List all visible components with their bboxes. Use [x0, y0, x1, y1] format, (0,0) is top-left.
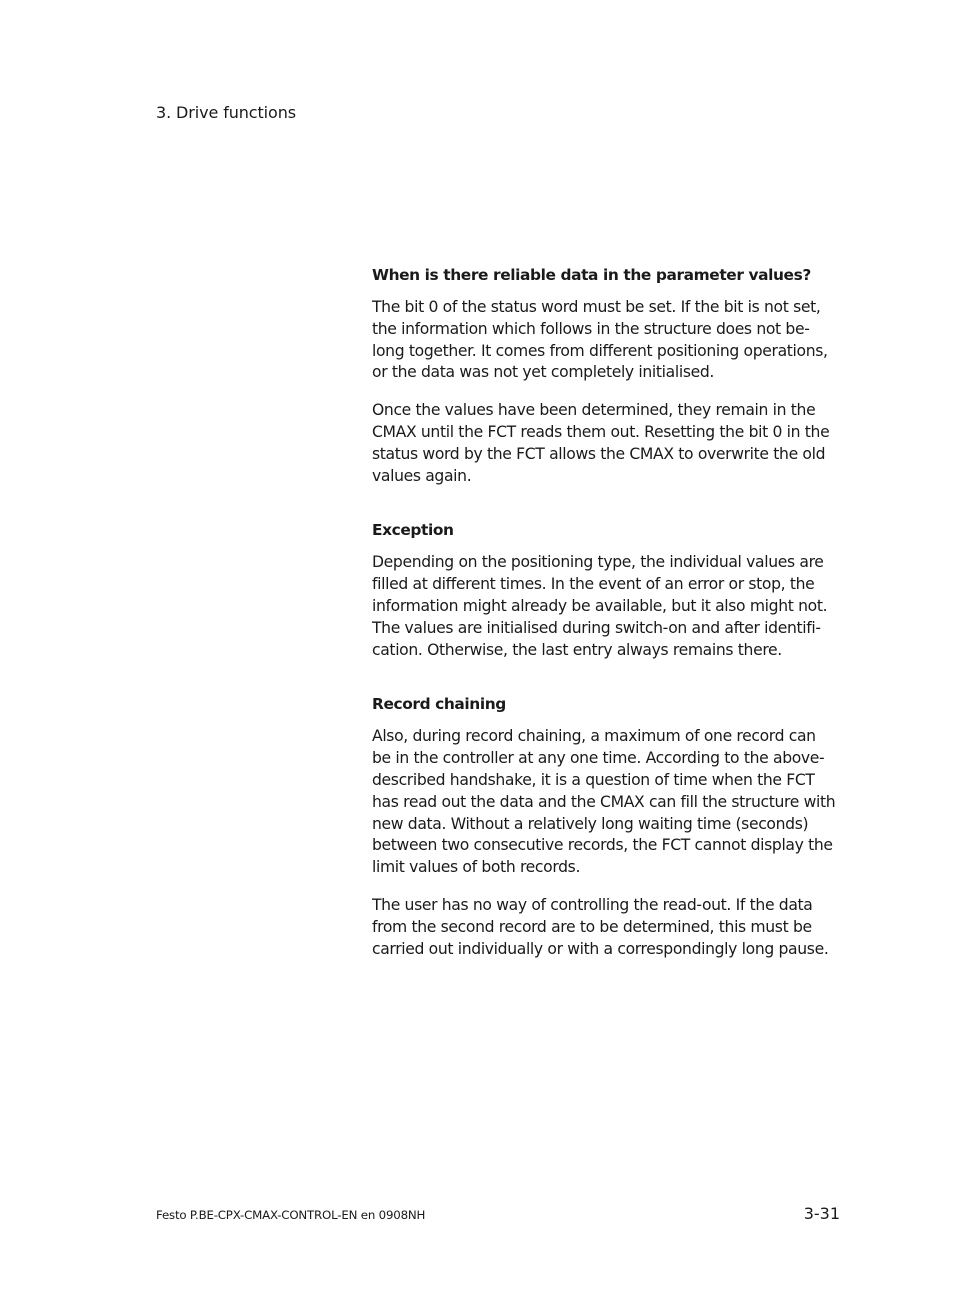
text-line: status word by the FCT allows the CMAX to overwrite the old [372, 444, 826, 463]
text-line: information might already be available, but it also might not. [372, 596, 828, 615]
text-line: Once the values have been determined, they remain in the [372, 401, 816, 420]
text-line: new data. Without a relatively long waiting time (seconds) [372, 814, 809, 833]
text-line: values again. [372, 466, 472, 485]
text-line: The user has no way of controlling the read-out. If the data [372, 895, 813, 914]
text-line: described handshake, it is a question of time when the FCT [372, 770, 815, 789]
text-line: carried out individually or with a correspondingly long pause. [372, 939, 829, 958]
section-heading: Record chaining [372, 695, 506, 714]
text-line: cation. Otherwise, the last entry always remains there. [372, 640, 782, 659]
text-line: Depending on the positioning type, the individual values are [372, 553, 824, 572]
chapter-header: 3. Drive functions [156, 103, 296, 122]
section-record-chaining [372, 694, 844, 960]
paragraph [372, 726, 844, 879]
text-line: The bit 0 of the status word must be set. If the bit is not set, [372, 298, 821, 316]
section-exception [372, 520, 844, 661]
text-line: has read out the data and the CMAX can fill the structure with [372, 792, 836, 811]
paragraph [372, 400, 844, 487]
main-content [372, 265, 844, 960]
text-line: the information which follows in the structure does not be- [372, 319, 810, 338]
section-reliable-data [372, 265, 844, 487]
text-line: long together. It comes from different positioning operations, [372, 341, 828, 360]
paragraph [372, 552, 844, 661]
section-heading: Exception [372, 521, 454, 540]
section-heading: When is there reliable data in the parameter values? [372, 266, 811, 284]
text-line: The values are initialised during switch-on and after identifi- [372, 618, 821, 637]
text-line: filled at different times. In the event of an error or stop, the [372, 575, 815, 594]
page-number: 3-31 [803, 1204, 840, 1223]
text-line: between two consecutive records, the FCT cannot display the [372, 836, 833, 855]
text-line: CMAX until the FCT reads them out. Resetting the bit 0 in the [372, 422, 830, 441]
footer-document-id: Festo P.BE-CPX-CMAX-CONTROL-EN en 0908NH [156, 1208, 426, 1222]
paragraph [372, 297, 844, 384]
text-line: limit values of both records. [372, 858, 581, 877]
text-line: Also, during record chaining, a maximum of one record can [372, 727, 816, 746]
text-line: or the data was not yet completely initialised. [372, 363, 715, 382]
text-line: from the second record are to be determined, this must be [372, 917, 812, 936]
text-line: be in the controller at any one time. According to the above- [372, 749, 825, 768]
paragraph [372, 895, 844, 960]
